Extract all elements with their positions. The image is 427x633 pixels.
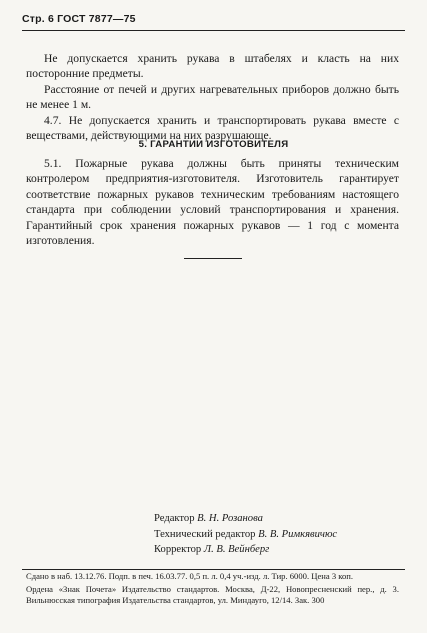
credit-line <box>154 511 337 527</box>
imprint-print-data: Сдано в наб. 13.12.76. Подп. в печ. 16.03.77. 0,5 п. л. 0,4 уч.-изд. л. Тир. 6000. Цена 3 коп. <box>26 571 354 581</box>
header-rule <box>22 30 405 31</box>
credit-role: Корректор <box>154 544 202 556</box>
paragraph-4-7: 4.7. Не допускается хранить и транспортировать рукава вместе с веществами, действующими на них разрушающе. <box>26 114 399 143</box>
imprint-publisher: Ордена «Знак Почета» Издательство стандартов. Москва, Д-22, Новопресненский пер., д. 3. Вильнюсская типография Издательства стандартов, ул. Миндауго, 12/14. Зак. 300 <box>26 584 399 605</box>
credit-line <box>154 542 337 558</box>
credits-block <box>154 511 337 558</box>
paragraph-5-1: 5.1. Пожарные рукава должны быть приняты техническим контролером предприятия-изготовителя. Изготовитель гарантирует соответствие пожарных рукавов техническим требованиям настоящего стандарта при соблюдении условий транспортирования и хранения. Гарантийный срок хранения пожарных рукавов — 1 год с момента изготовления. <box>26 157 399 248</box>
paragraph-stacking-rule: Не допускается хранить рукава в штабелях и класть на них посторонние предметы. <box>26 52 399 81</box>
credit-name: В. В. Римкявичюс <box>258 528 338 540</box>
credit-line <box>154 527 337 543</box>
credit-name: В. Н. Розанова <box>197 513 263 524</box>
end-of-text-rule <box>184 258 242 259</box>
section-title: 5. ГАРАНТИИ ИЗГОТОВИТЕЛЯ <box>138 139 289 150</box>
credit-name: Л. В. Вейнберг <box>203 544 270 556</box>
credit-role: Технический редактор <box>154 528 256 540</box>
paragraph-heater-distance: Расстояние от печей и других нагревательных приборов должно быть не менее 1 м. <box>26 83 399 112</box>
page-header: Стр. 6 ГОСТ 7877—75 <box>22 13 136 25</box>
credit-role: Редактор <box>154 513 195 524</box>
imprint-rule <box>22 569 405 570</box>
